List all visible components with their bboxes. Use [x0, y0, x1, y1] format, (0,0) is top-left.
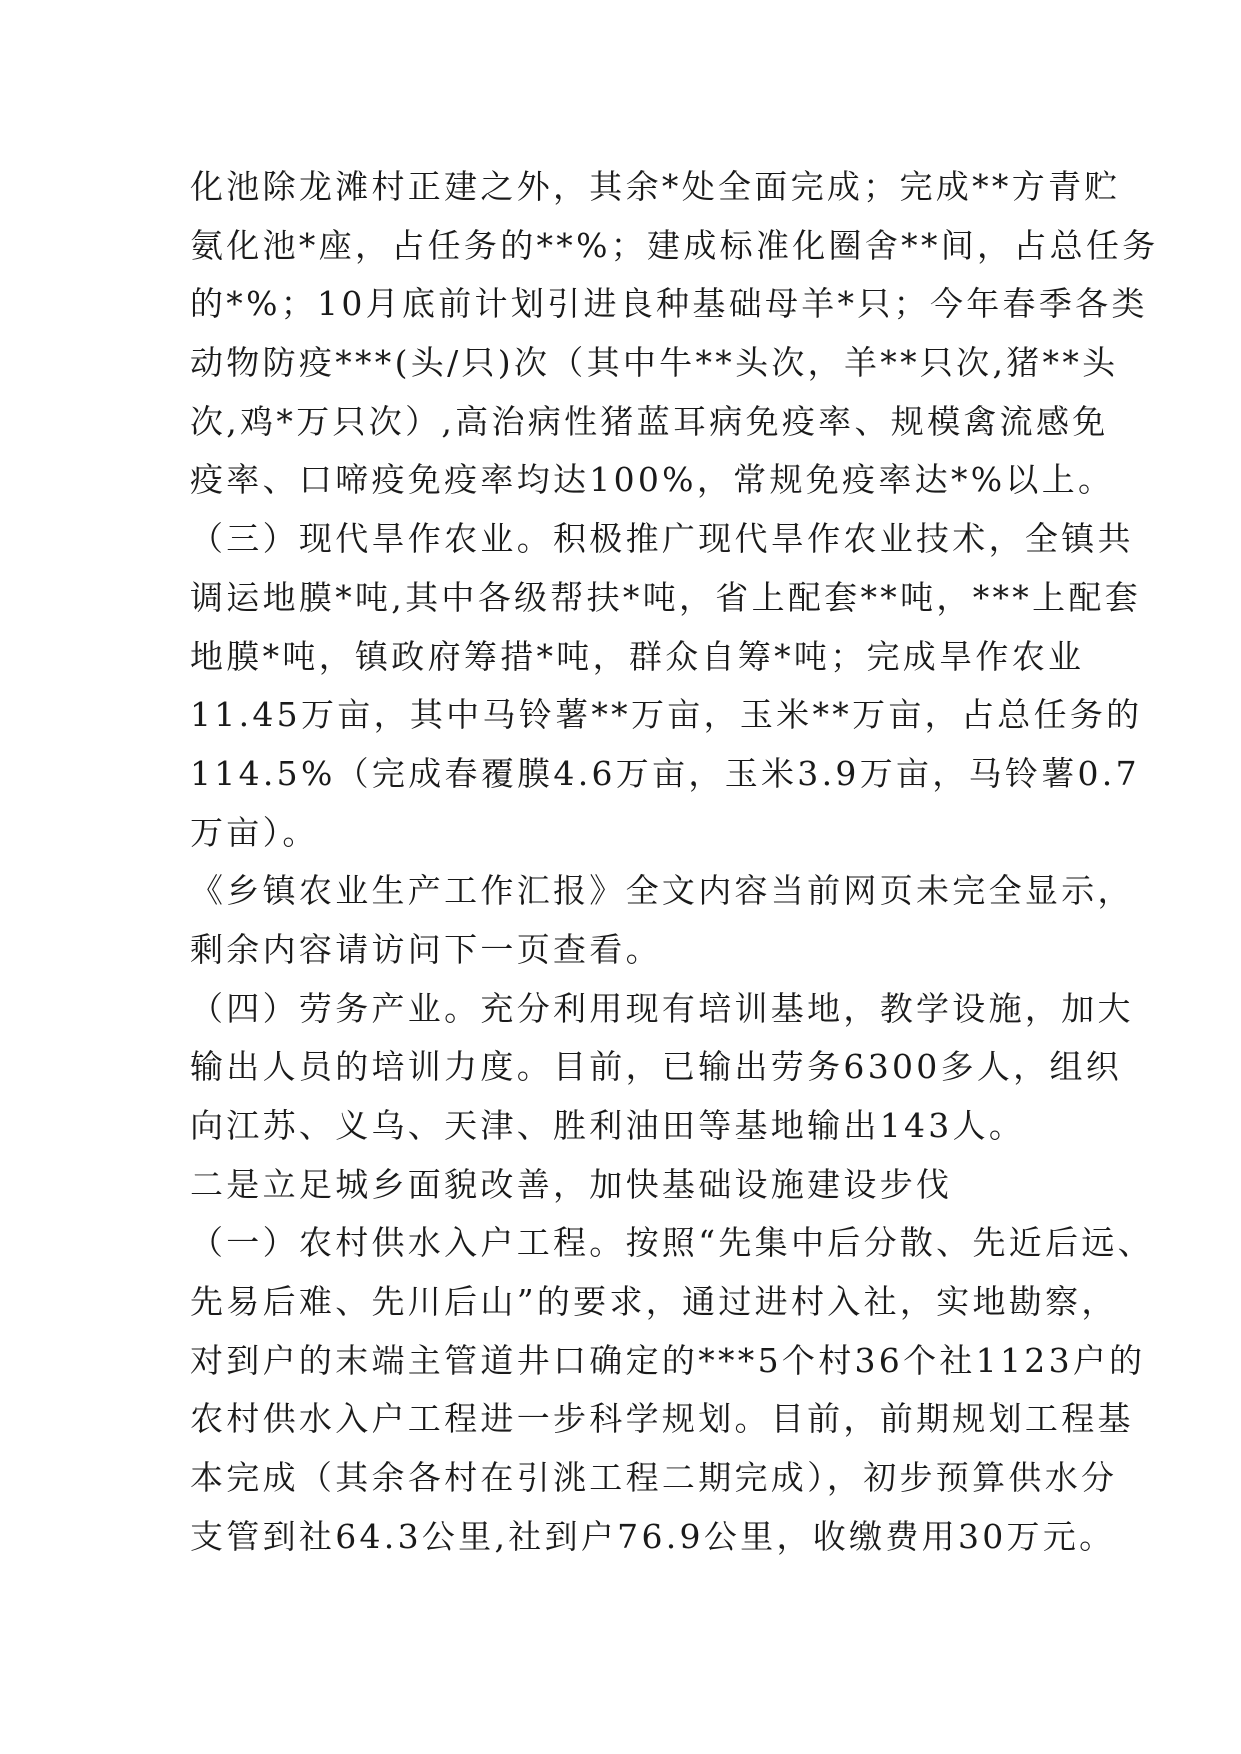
text-line: 11.45万亩，其中马铃薯**万亩，玉米**万亩，占总任务的 — [190, 695, 1143, 735]
text-line: 支管到社64.3公里,社到户76.9公里，收缴费用30万元。 — [190, 1516, 1116, 1556]
text-line: 114.5%（完成春覆膜4.6万亩，玉米3.9万亩，马铃薯0.7 — [190, 753, 1140, 793]
text-line: 本完成（其余各村在引洮工程二期完成），初步预算供水分 — [190, 1458, 1118, 1498]
text-line: 万亩）。 — [190, 812, 319, 852]
text-line: 输出人员的培训力度。目前，已输出劳务6300多人，组织 — [190, 1047, 1123, 1087]
continuation-notice-line: 《乡镇农业生产工作汇报》全文内容当前网页未完全显示， — [190, 871, 1134, 911]
text-line: 先易后难、先川后山”的要求，通过进村入社，实地勘察， — [190, 1282, 1118, 1322]
text-line: 疫率、口啼疫免疫率均达100%，常规免疫率达*%以上。 — [190, 460, 1115, 500]
section-heading-line: （一）农村供水入户工程。按照“先集中后分散、先近后远、 — [190, 1223, 1154, 1263]
text-line: 地膜*吨，镇政府筹措*吨，群众自筹*吨；完成旱作农业 — [190, 636, 1085, 676]
document-body — [190, 158, 1159, 1567]
text-line: 调运地膜*吨,其中各级帮扶*吨，省上配套**吨，***上配套 — [190, 577, 1141, 617]
text-line: 向江苏、义乌、天津、胜利油田等基地输出143人。 — [190, 1106, 1026, 1145]
text-line: 农村供水入户工程进一步科学规划。目前，前期规划工程基 — [190, 1399, 1134, 1439]
text-line: 氨化池*座，占任务的**%；建成标准化圈舍**间，占总任务 — [190, 225, 1159, 265]
section-title-line: 二是立足城乡面貌改善，加快基础设施建设步伐 — [190, 1164, 953, 1204]
text-line: 化池除龙滩村正建之外，其余*处全面完成；完成**方青贮 — [190, 167, 1121, 206]
section-heading-line: （三）现代旱作农业。积极推广现代旱作农业技术，全镇共 — [190, 519, 1134, 559]
section-heading-line: （四）劳务产业。充分利用现有培训基地，教学设施，加大 — [190, 988, 1134, 1028]
text-line: 的*%；10月底前计划引进良种基础母羊*只；今年春季各类 — [190, 284, 1148, 324]
continuation-notice-line: 剩余内容请访问下一页查看。 — [190, 929, 662, 969]
text-line: 动物防疫***(头/只)次（其中牛**头次，羊**只次,猪**头 — [190, 343, 1119, 383]
text-line: 次,鸡*万只次）,高治病性猪蓝耳病免疫率、规模禽流感免 — [190, 401, 1109, 441]
text-line: 对到户的末端主管道井口确定的***5个村36个社1123户的 — [190, 1340, 1146, 1380]
